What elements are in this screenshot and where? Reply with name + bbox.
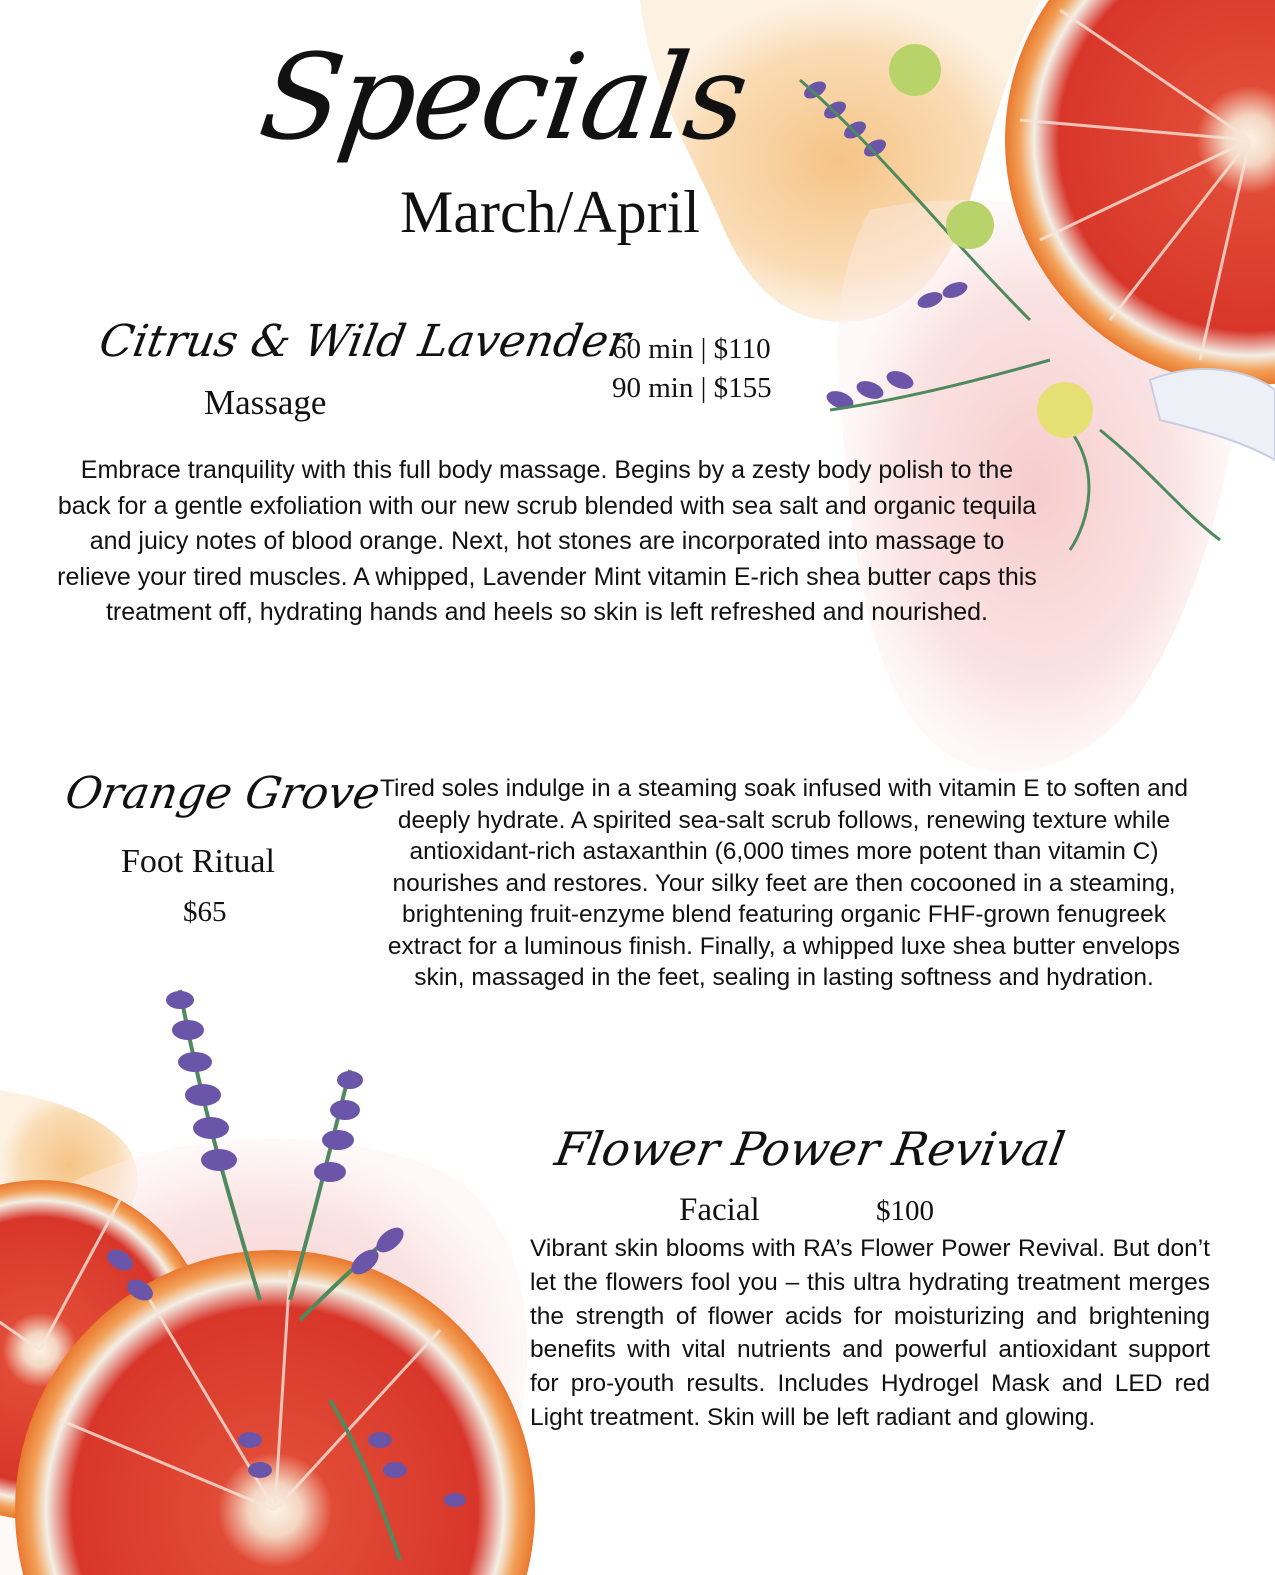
page-subtitle: March/April [400,179,700,245]
special-type-facial: Facial [679,1192,760,1228]
price-60-min: 60 min | $110 [612,333,771,365]
chamomile-bud-3 [1037,382,1093,438]
special-type-massage: Massage [204,383,327,422]
special-description-facial: Vibrant skin blooms with RA’s Flower Power Revival. But don’t let the flowers fool you – this ultra hydrating treatment merges the strength of flower acids for moisturizing and brightening benefits with vital nutrients and powerful antioxidant support for pro-youth results. Includes Hydrogel Mask and LED red Light treatment. Skin will be left radiant and glowing. [530,1235,1210,1431]
special-name-orange-grove: Orange Grove [61,768,384,819]
price-facial: $100 [876,1195,934,1227]
chamomile-bud-2 [946,201,994,249]
special-name-citrus: Citrus & Wild Lavender [95,316,634,367]
special-description-massage: Embrace tranquility with this full body massage. Begins by a zesty body polish to the back for a gentle exfoliation with our new scrub blended with sea salt and organic tequila and juicy notes of blood orange. Next, hot stones are incorporated into massage to relieve your tired muscles. A whipped, Lavender Mint vitamin E-rich shea butter caps this treatment off, hydrating hands and heels so skin is left refreshed and nourished. [57,456,1037,626]
special-name-flower-power: Flower Power Revival [551,1122,1069,1176]
page-title: Specials [252,28,755,166]
chamomile-bud-1 [889,44,941,96]
price-foot-ritual: $65 [183,896,227,928]
special-type-foot-ritual: Foot Ritual [121,843,275,880]
special-description-foot-ritual: Tired soles indulge in a steaming soak infused with vitamin E to soften and deeply hydrate. A spirited sea-salt scrub follows, renewing texture while antioxidant-rich astaxanthin (6,000 times more potent than vitamin C) nourishes and restores. Your silky feet are then cocooned in a steaming, brightening fruit-enzyme blend featuring organic FHF-grown fenugreek extract for a luminous finish. Finally, a whipped luxe shea butter envelops skin, massaged in the feet, sealing in lasting softness and hydration. [379,775,1189,991]
price-90-min: 90 min | $155 [612,372,772,404]
